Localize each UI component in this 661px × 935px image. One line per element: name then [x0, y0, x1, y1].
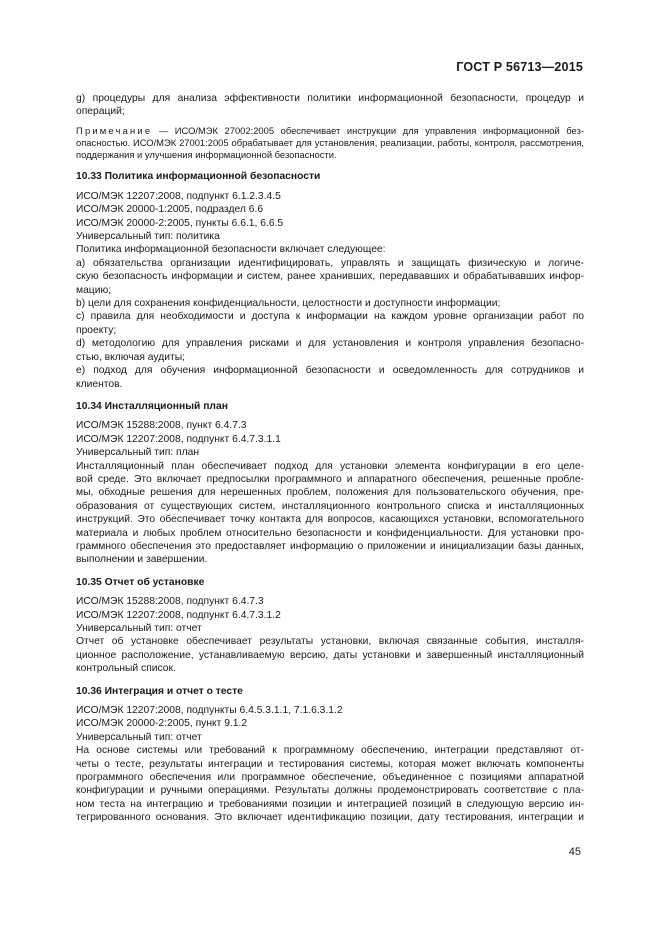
body-line: скую безопасность информации и систем, ранее хранивших, передававших и обрабатывавших инфор-: [76, 271, 584, 283]
section-heading: 10.36 Интеграция и отчет о тесте: [76, 685, 243, 697]
body-line: стью, включая аудиты;: [76, 351, 185, 363]
body-line: конфигурации и ручными операциями. Результаты должны продемонстрировать соответствие с пла-: [76, 785, 584, 797]
reference-line: ИСО/МЭК 20000-2:2005, пункты 6.6.1, 6.6.5: [76, 217, 284, 229]
body-line: Инсталляционный план обеспечивает подход для установки элемента конфигурации в его целе-: [76, 460, 584, 472]
body-line: граммного обеспечения это предоставляет информацию о приложении и инициализации базы данных,: [76, 540, 584, 552]
body-line: Отчет об установке обеспечивает результаты установки, включая связанные события, инсталля-: [76, 636, 584, 648]
body-line: На основе системы или требований к программному обеспечению, интеграции представляют от-: [76, 745, 584, 757]
reference-line: Политика информационной безопасности включает следующее:: [76, 244, 386, 256]
reference-line: Универсальный тип: отчет: [76, 731, 202, 743]
body-line: контрольный список.: [76, 663, 176, 675]
note-block: [76, 125, 584, 162]
section: [76, 170, 584, 391]
body-line: b) цели для сохранения конфиденциальности, целостности и доступности информации;: [76, 298, 501, 310]
body-line: ном теста на интеграцию и требованиями позиции и интеграцией позиций в следующую версию ин-: [76, 798, 584, 810]
reference-line: ИСО/МЭК 12207:2008, подпункт 6.4.7.3.1.2: [76, 609, 281, 621]
standard-header: ГОСТ Р 56713—2015: [456, 60, 583, 74]
page-number: 45: [568, 846, 581, 858]
reference-line: Универсальный тип: отчет: [76, 623, 202, 635]
note-label: Примечание: [76, 124, 153, 136]
body-line: проекту;: [76, 324, 117, 336]
body-line: четы о тесте, результаты интеграции и тестирования системы, которая может включать компоненты: [76, 758, 584, 770]
reference-line: ИСО/МЭК 15288:2008, подпункт 6.4.7.3: [76, 596, 264, 608]
reference-line: ИСО/МЭК 15288:2008, пункт 6.4.7.3: [76, 420, 247, 432]
reference-line: ИСО/МЭК 12207:2008, подпункт 6.1.2.3.4.5: [76, 190, 281, 202]
section-heading: 10.35 Отчет об установке: [76, 576, 205, 588]
body-line: образования от существующих систем, инсталляционного контрольного списка и инсталляционных: [76, 500, 584, 512]
body-line: мы, обходные решения для нерешенных проблем, положения для пользовательского обучения, пре-: [76, 487, 584, 499]
reference-line: ИСО/МЭК 20000-2:2005, пункт 9.1.2: [76, 718, 248, 730]
page-content: [76, 92, 584, 825]
note-line: [76, 125, 584, 137]
body-line: а) обязательства организации идентифицировать, управлять и защищать физическую и логиче-: [76, 257, 584, 269]
intro-line: операций;: [76, 106, 125, 118]
body-line: инструкций. Это обеспечивает точку контакта для вопросов, касающихся установки, вспомогательного: [76, 514, 584, 526]
reference-line: Универсальный тип: план: [76, 447, 200, 459]
body-line: мацию;: [76, 284, 112, 296]
note-text: — ИСО/МЭК 27002:2005 обеспечивает инструкции для управления информационной без-: [158, 124, 584, 136]
body-line: выполнении и завершении.: [76, 554, 208, 566]
reference-line: ИСО/МЭК 12207:2008, подпункт 6.4.7.3.1.1: [76, 433, 281, 445]
section: [76, 685, 584, 825]
body-line: вой среде. Это включает предпосылки программного и аппаратного обеспечения, решенные пробле-: [76, 473, 584, 485]
sections: [76, 170, 584, 824]
body-line: программного обеспечения или программное обеспечение, объединенное с позициями аппаратной: [76, 772, 584, 784]
note-line: поддержания и улучшения информационной безопасности.: [76, 149, 337, 161]
intro-block: [76, 92, 584, 119]
intro-line: g) процедуры для анализа эффективности политики информационной безопасности, процедур и: [76, 93, 584, 104]
reference-line: ИСО/МЭК 20000-1:2005, подраздел 6.6: [76, 204, 264, 216]
body-line: ционное расположение, устанавливаемую версию, даты установки и завершенный инсталляционный: [76, 649, 584, 661]
note-line: опасностью. ИСО/МЭК 27001:2005 обрабатывает для установления, реализации, работы, контроля, рассмотрения,: [76, 137, 584, 149]
body-line: тегрированного основания. Это включает идентификацию позиции, дату тестирования, интеграции и: [76, 812, 584, 824]
body-line: материала и любых проблем относительно безопасности и конфиденциальности. Для установки про-: [76, 527, 584, 539]
reference-line: Универсальный тип: политика: [76, 231, 220, 243]
section-heading: 10.33 Политика информационной безопасности: [76, 171, 321, 183]
section: [76, 576, 584, 676]
body-line: c) правила для необходимости и доступа к информации на каждом уровне организации работ по: [76, 311, 584, 323]
body-line: d) методологию для управления рисками и для установления и контроля управления безопасно-: [76, 338, 584, 350]
reference-line: ИСО/МЭК 12207:2008, подпункты 6.4.5.3.1.1, 7.1.6.3.1.2: [76, 705, 343, 717]
body-line: e) подход для обучения информационной безопасности и осведомленность для сотрудников и: [76, 365, 584, 377]
section: [76, 400, 584, 567]
body-line: клиентов.: [76, 378, 123, 390]
section-heading: 10.34 Инсталляционный план: [76, 400, 228, 412]
